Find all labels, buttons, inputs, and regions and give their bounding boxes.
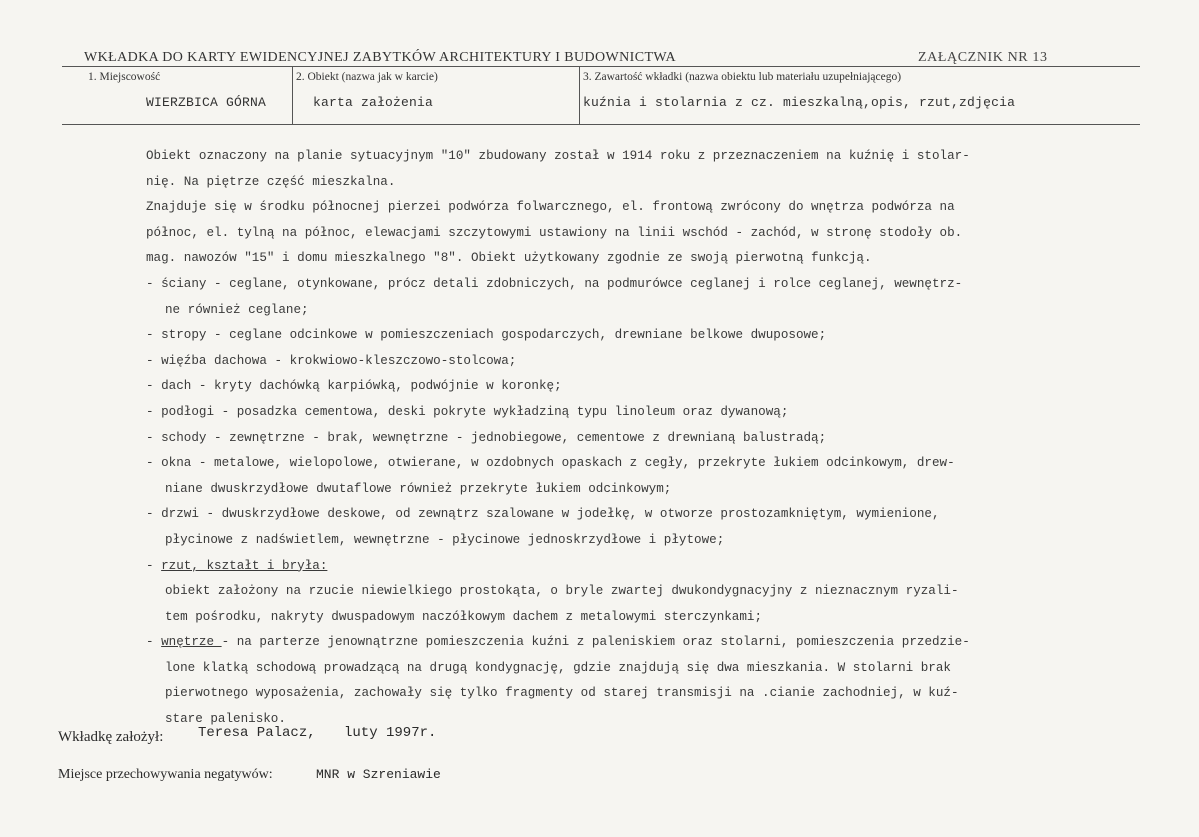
negatives-location: MNR w Szreniawie bbox=[316, 767, 441, 782]
negatives-label: Miejsce przechowywania negatywów: bbox=[58, 767, 273, 782]
body-line: lone klatką schodową prowadzącą na drugą kondygnację, gdzie znajdują się dwa mieszkania. W stolarni brak bbox=[165, 660, 951, 675]
locality-label: 1. Miejscowość bbox=[88, 71, 161, 83]
body-line: niane dwuskrzydłowe dwutaflowe również przekryte łukiem odcinkowym; bbox=[165, 481, 672, 496]
list-item-walls: - ściany - ceglane, otynkowane, prócz detali zdobniczych, na podmurówce ceglanej i rolce ceglanej, wewnętrz- bbox=[146, 276, 963, 291]
object-value: karta założenia bbox=[313, 95, 434, 110]
column-divider-1 bbox=[292, 66, 293, 124]
body-line: płycinowe z nadświetlem, wewnętrzne - płycinowe jednoskrzydłowe i płytowe; bbox=[165, 532, 725, 547]
list-item-floors: - podłogi - posadzka cementowa, deski pokryte wykładziną typu linoleum oraz dywanową; bbox=[146, 404, 789, 419]
list-item-stairs: - schody - zewnętrzne - brak, wewnętrzne - jednobiegowe, cementowe z drewnianą balustradą; bbox=[146, 430, 827, 445]
contents-label: 3. Zawartość wkładki (nazwa obiektu lub materiału uzupełniającego) bbox=[583, 71, 902, 83]
contents-value: kuźnia i stolarnia z cz. mieszkalną,opis, rzut,zdjęcia bbox=[583, 95, 1016, 110]
list-dash: - bbox=[146, 635, 162, 650]
list-item-plan-heading bbox=[146, 554, 1066, 580]
header-bottom-rule bbox=[62, 124, 1140, 125]
object-label: 2. Obiekt (nazwa jak w karcie) bbox=[296, 71, 438, 83]
list-item-interior bbox=[146, 630, 1066, 656]
author-name: Teresa Palacz, bbox=[198, 725, 316, 741]
list-item-roof: - dach - kryty dachówką karpiówką, podwójnie w koronkę; bbox=[146, 379, 562, 394]
entry-date: luty 1997r. bbox=[344, 725, 437, 741]
body-line: obiekt założony na rzucie niewielkiego prostokąta, o bryle zwartej dwukondygnacyjny z nieznacznym ryzali- bbox=[165, 584, 959, 599]
header-top-rule bbox=[62, 66, 1140, 67]
list-item-roof-truss: - więźba dachowa - krokwiowo-kleszczowo-stolcowa; bbox=[146, 353, 517, 368]
interior-text: - na parterze jenownątrzne pomieszczenia kuźni z paleniskiem oraz stolarni, pomieszczenia przedzie- bbox=[221, 635, 970, 650]
body-line: mag. nawozów "15" i domu mieszkalnego "8". Obiekt użytkowany zgodnie ze swoją pierwotną funkcją. bbox=[146, 251, 872, 266]
body-line: pierwotnego wyposażenia, zachowały się tylko fragmenty od starej transmisji na .cianie zachodniej, w kuź- bbox=[165, 686, 959, 701]
body-line: ne również ceglane; bbox=[165, 302, 309, 317]
description-body bbox=[146, 144, 1066, 727]
body-line: Obiekt oznaczony na planie sytuacyjnym "10" zbudowany został w 1914 roku z przeznaczeniem na kuźnię i stolar- bbox=[146, 149, 970, 163]
list-dash: - bbox=[146, 558, 162, 573]
plan-heading: rzut, kształt i bryła: bbox=[161, 558, 328, 573]
body-line: Znajduje się w środku północnej pierzei podwórza folwarcznego, el. frontową zwrócony do wnętrza podwórza na bbox=[146, 200, 955, 215]
annex-number: ZAŁĄCZNIK NR 13 bbox=[918, 50, 1048, 65]
list-item-windows: - okna - metalowe, wielopolowe, otwierane, w ozdobnych opaskach z cegły, przekryte łukiem odcinkowym, drew- bbox=[146, 456, 955, 471]
body-line: nię. Na piętrze część mieszkalna. bbox=[146, 174, 396, 189]
body-line: północ, el. tylną na północ, elewacjami szczytowymi ustawiony na linii wschód - zachód, w stronę stodoły ob. bbox=[146, 225, 963, 240]
body-line: tem pośrodku, nakryty dwuspadowym naczółkowym dachem z metalowymi sterczynkami; bbox=[165, 609, 763, 624]
author-label: Wkładkę założył: bbox=[58, 729, 164, 745]
locality-value: WIERZBICA GÓRNA bbox=[146, 95, 267, 110]
body-line: stare palenisko. bbox=[165, 712, 286, 727]
list-item-doors: - drzwi - dwuskrzydłowe deskowe, od zewnątrz szalowane w jodełkę, w otworze prostozamkniętym, wymienione, bbox=[146, 507, 940, 522]
form-title: WKŁADKA DO KARTY EWIDENCYJNEJ ZABYTKÓW ARCHITEKTURY I BUDOWNICTWA bbox=[84, 50, 676, 65]
interior-heading: wnętrze bbox=[161, 635, 222, 650]
column-divider-2 bbox=[579, 66, 580, 124]
list-item-ceilings: - stropy - ceglane odcinkowe w pomieszczeniach gospodarczych, drewniane belkowe dwuposowe; bbox=[146, 328, 827, 343]
